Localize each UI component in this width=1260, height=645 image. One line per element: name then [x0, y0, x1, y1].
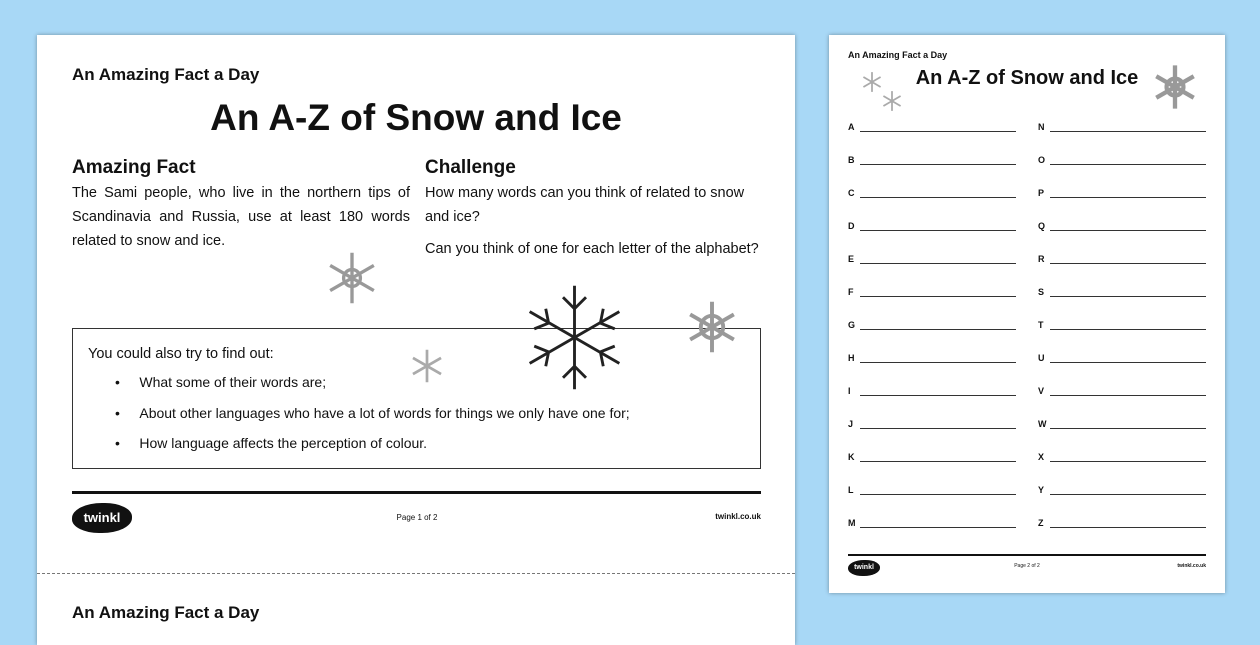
answer-line[interactable] [1050, 263, 1206, 264]
challenge-heading: Challenge [425, 157, 516, 178]
page-subtitle: An Amazing Fact a Day [848, 50, 948, 60]
twinkl-logo: twinkl [848, 560, 880, 576]
answer-line[interactable] [860, 428, 1016, 429]
letter-label: E [848, 254, 855, 264]
bullet-item: • How language affects the perception of colour. [115, 435, 428, 451]
answer-line[interactable] [1050, 329, 1206, 330]
challenge-text-2: Can you think of one for each letter of the alphabet? [425, 241, 759, 257]
site-url: twinkl.co.uk [1177, 563, 1206, 569]
letter-label: T [1038, 320, 1044, 330]
answer-line[interactable] [860, 527, 1016, 528]
page-number: Page 1 of 2 [396, 513, 438, 522]
page-title: An A-Z of Snow and Ice [915, 67, 1139, 89]
answer-line[interactable] [1050, 461, 1206, 462]
snowflake-icon [1151, 63, 1199, 111]
letter-label: K [848, 452, 855, 462]
footer-rule [72, 491, 761, 494]
cut-line [37, 573, 795, 574]
letter-label: B [848, 155, 855, 165]
letter-label: H [848, 353, 855, 363]
snowflake-icon [861, 71, 883, 93]
page-title: An A-Z of Snow and Ice [210, 97, 622, 138]
answer-line[interactable] [1050, 131, 1206, 132]
answer-line[interactable] [1050, 494, 1206, 495]
answer-line[interactable] [1050, 197, 1206, 198]
page-number: Page 2 of 2 [1014, 563, 1040, 569]
letter-label: Q [1038, 221, 1046, 231]
answer-line[interactable] [860, 461, 1016, 462]
letter-label: Y [1038, 485, 1045, 495]
letter-label: N [1038, 122, 1045, 132]
answer-line[interactable] [860, 296, 1016, 297]
answer-line[interactable] [1050, 296, 1206, 297]
answer-line[interactable] [860, 263, 1016, 264]
page-subtitle: An Amazing Fact a Day [72, 65, 260, 84]
answer-line[interactable] [1050, 395, 1206, 396]
bullet-item: • What some of their words are; [115, 374, 327, 390]
next-page-subtitle: An Amazing Fact a Day [72, 603, 260, 622]
letter-label: R [1038, 254, 1045, 264]
letter-label: W [1038, 419, 1047, 429]
footer-rule [848, 554, 1206, 556]
snowflake-icon [409, 348, 445, 384]
snowflake-icon [324, 250, 380, 306]
letter-label: V [1038, 386, 1045, 396]
answer-line[interactable] [860, 164, 1016, 165]
bullet-item: • About other languages who have a lot of words for things we only have one for; [115, 405, 630, 421]
answer-line[interactable] [860, 329, 1016, 330]
letter-label: P [1038, 188, 1045, 198]
answer-line[interactable] [860, 494, 1016, 495]
snowflake-icon [881, 90, 903, 112]
amazing-fact-text: The Sami people, who live in the northern tips of Scandinavia and Russia, use at least 180 words related to snow and ice. [72, 185, 410, 249]
answer-line[interactable] [1050, 428, 1206, 429]
letter-label: A [848, 122, 855, 132]
letter-label: I [848, 386, 851, 396]
answer-line[interactable] [1050, 164, 1206, 165]
letter-label: C [848, 188, 855, 198]
answer-line[interactable] [860, 395, 1016, 396]
letter-label: X [1038, 452, 1045, 462]
letter-label: M [848, 518, 856, 528]
snowflake-icon [684, 298, 740, 356]
site-url: twinkl.co.uk [715, 512, 761, 521]
letter-label: D [848, 221, 855, 231]
box-intro: You could also try to find out: [88, 346, 274, 362]
answer-line[interactable] [860, 131, 1016, 132]
challenge-text-1: How many words can you think of related to snow and ice? [425, 185, 745, 225]
worksheet-page-1 [37, 35, 795, 645]
letter-label: G [848, 320, 856, 330]
letter-label: O [1038, 155, 1046, 165]
answer-line[interactable] [1050, 527, 1206, 528]
letter-label: U [1038, 353, 1045, 363]
answer-line[interactable] [1050, 230, 1206, 231]
twinkl-logo: twinkl [72, 503, 132, 533]
answer-line[interactable] [1050, 362, 1206, 363]
answer-line[interactable] [860, 362, 1016, 363]
amazing-fact-heading: Amazing Fact [72, 157, 196, 178]
letter-label: J [848, 419, 854, 429]
worksheet-page-2 [829, 35, 1225, 593]
letter-label: F [848, 287, 854, 297]
answer-line[interactable] [860, 230, 1016, 231]
letter-label: Z [1038, 518, 1044, 528]
snowflake-icon [512, 280, 637, 395]
letter-label: S [1038, 287, 1045, 297]
answer-line[interactable] [860, 197, 1016, 198]
letter-label: L [848, 485, 854, 495]
